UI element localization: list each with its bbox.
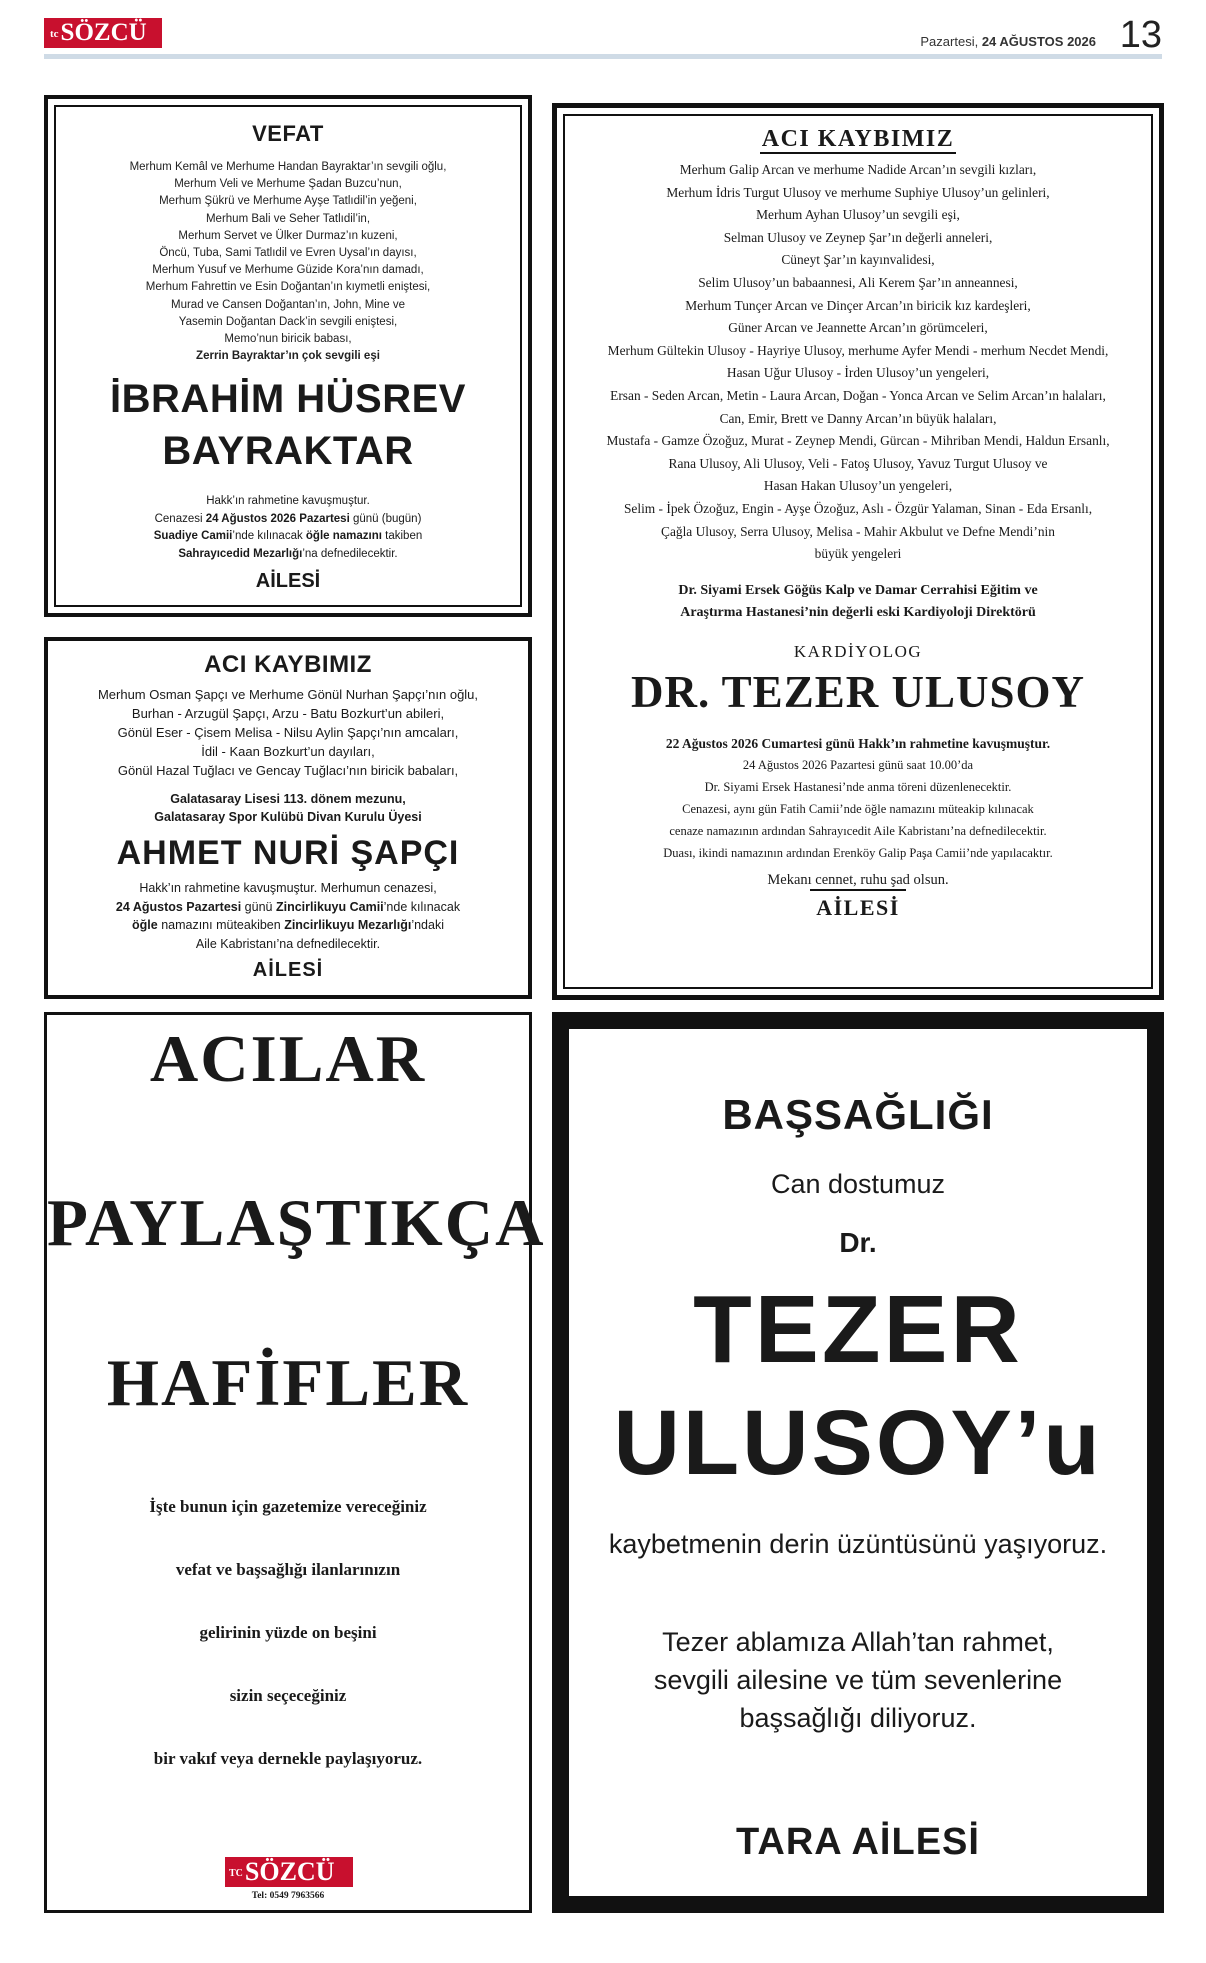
ad-title: ACI KAYBIMIZ (761, 126, 955, 152)
obituary-ulusoy (552, 103, 1164, 1000)
contact-phone: Tel: 0549 7963566 (251, 1891, 325, 1901)
funeral-info: Hakk’ın rahmetine kavuşmuştur. Merhumun cenazesi, 24 Ağustos Pazartesi günü Zincirlikuyu Camii’nde kılınacak öğle namazını müteakiben Zincirlikuyu Mezarlığı’ndaki Aile Kabristanı’na defnedilecektir. (115, 881, 461, 951)
notice-line: bir vakıf veya dernekle paylaşıyoruz. (153, 1749, 423, 1768)
headline-line-3: HAFİFLER (106, 1346, 470, 1420)
deceased-last-name: ULUSOY’u (613, 1392, 1103, 1494)
ad-signature: AİLESİ (565, 895, 1151, 921)
ad-affiliation: Galatasaray Lisesi 113. dönem mezunu, Galatasaray Spor Kulübü Divan Kurulu Üyesi (154, 792, 422, 824)
newspaper-logo: tcSÖZCÜ (44, 18, 162, 48)
header-rule (44, 54, 1162, 59)
ad-affiliation: Dr. Siyami Ersek Göğüs Kalp ve Damar Cerrahisi Eğitim ve Araştırma Hastanesi’nin değerli eski Kardiyoloji Direktörü (678, 582, 1038, 620)
obituary-sapci (44, 637, 532, 999)
sozcu-charity-notice (44, 1012, 546, 1913)
issue-date: Pazartesi, 24 AĞUSTOS 2026 (920, 34, 1096, 49)
funeral-info: 24 Ağustos 2026 Pazartesi günü saat 10.00’da Dr. Siyami Ersek Hastanesi’nde anma töreni düzenlenecektir. Cenazesi, aynı gün Fatih Camii’nde öğle namazını müteakip kılınacak cenaze namazının ardından Sahrayıcedit Aile Kabristanı’na defnedilecektir. Duası, ikindi namazının ardından Erenköy Galip Paşa Camii’nde yapılacaktır. (663, 757, 1053, 860)
notice-line: vefat ve başsağlığı ilanlarınızın (175, 1560, 401, 1579)
ad-signature: AİLESİ (252, 959, 324, 981)
sozcu-logo: TCSÖZCÜ (225, 1857, 353, 1887)
ad-relatives: Merhum Osman Şapçı ve Merhume Gönül Nurhan Şapçı’nın oğlu, Burhan - Arzugül Şapçı, Arzu - Batu Bozkurt’un abileri, Gönül Eser - Çisem Melisa - Nilsu Aylin Şapçı’nın amcaları, İdil - Kaan Bozkurt’un dayıları, Gönül Hazal Tuğlacı ve Gencay Tuğlacı’nın biricik babaları, (97, 687, 479, 778)
ad-title: ACI KAYBIMIZ (204, 651, 372, 678)
page-number: 13 (1119, 14, 1162, 56)
obituary-bayraktar (44, 95, 532, 617)
headline-line-1: ACILAR (149, 1022, 427, 1096)
funeral-info: Hakk’ın rahmetine kavuşmuştur. Cenazesi 24 Ağustos 2026 Pazartesi günü (bugün) Suadiye Camii’nde kılınacak öğle namazını takiben Sahrayıcedid Mezarlığı’na defnedilecektir. (153, 495, 423, 560)
ad-subtitle: Can dostumuz (770, 1169, 946, 1199)
notice-line: İşte bunun için gazetemize vereceğiniz (149, 1497, 427, 1516)
ad-signature: AİLESİ (255, 570, 321, 592)
death-date: 22 Ağustos 2026 Cumartesi günü Hakk’ın rahmetine kavuşmuştur. (665, 735, 1051, 751)
deceased-title: KARDİYOLOG (793, 641, 923, 661)
ad-title: BAŞSAĞLIĞI (722, 1091, 994, 1138)
deceased-name: İBRAHİM HÜSREV BAYRAKTAR (110, 377, 466, 474)
ad-signature: TARA AİLESİ (736, 1821, 980, 1863)
notice-line: gelirinin yüzde on beşini (199, 1623, 377, 1642)
deceased-first-name: TEZER (693, 1276, 1023, 1383)
notice-line: sizin seçeceğiniz (229, 1686, 347, 1705)
deceased-name: AHMET NURİ ŞAPÇI (116, 834, 460, 872)
deceased-name: DR. TEZER ULUSOY (630, 666, 1086, 717)
ad-relatives: Merhum Galip Arcan ve merhume Nadide Arcan’ın sevgili kızları, Merhum İdris Turgut Ulusoy ve merhume Suphiye Ulusoy’un gelinleri, Merhum Ayhan Ulusoy’un sevgili eşi, Selman Ulusoy ve Zeynep Şar’ın değerli anneleri, Cüneyt Şar’ın kayınvalidesi, Selim Ulusoy’un babaannesi, Ali Kerem Şar’ın anneannesi, Merhum Tunçer Arcan ve Dinçer Arcan’ın biricik kız kardeşleri, Güner Arcan ve Jeannette Arcan’ın görümceleri, Merhum Gültekin Ulusoy - Hayriye Ulusoy, merhume Ayfer Mendi - merhum Necdet Mendi, Hasan Uğur Ulusoy - İrden Ulusoy’un yengeleri, Ersan - Seden Arcan, Metin - Laura Arcan, Doğan - Yonca Arcan ve Selim Arcan’ın halaları, Can, Emir, Brett ve Danny Arcan’ın büyük halaları, Mustafa - Gamze Özoğuz, Murat - Zeynep Mendi, Gürcan - Mihriban Mendi, Haldun Ersanlı, Rana Ulusoy, Ali Ulusoy, Veli - Fatoş Ulusoy, Yavuz Turgut Ulusoy ve Hasan Hakan Ulusoy’un yengeleri, Selim - İpek Özoğuz, Engin - Ayşe Özoğuz, Aslı - Özgür Yalaman, Sinan - Eda Ersanlı, Çağla Ulusoy, Serra Ulusoy, Melisa - Mahir Akbulut ve Defne Mendi’nin büyük yengeleri (606, 162, 1110, 562)
ad-relatives: Merhum Kemâl ve Merhume Handan Bayraktar’ın sevgili oğlu, Merhum Veli ve Merhume Şadan Buzcu’nun, Merhum Şükrü ve Merhume Ayşe Tatlıdil’in yeğeni, Merhum Bali ve Seher Tatlıdil’in, Merhum Servet ve Ülker Durmaz’ın kuzeni, Öncü, Tuba, Sami Tatlıdil ve Evren Uysal’ın dayısı, Merhum Yusuf ve Merhume Güzide Kora’nın damadı, Merhum Fahrettin ve Esin Doğantan’ın kıymetli enіştesi, Murad ve Cansen Doğantan’ın, John, Mine ve Yasemin Doğantan Dack’in sevgili eniştesi, Memo’nun biricik babası, Zerrin Bayraktar’ın çok sevgili eşi (129, 161, 447, 363)
condolence-tara (552, 1012, 1164, 1913)
condolence-message: kaybetmenin derin üzüntüsünü yaşıyoruz. (608, 1529, 1108, 1559)
headline-line-2: PAYLAŞTIKÇA (47, 1186, 546, 1260)
ad-title: VEFAT (252, 121, 324, 146)
prayer-line: Mekanı cennet, ruhu şad olsun. (767, 871, 949, 888)
honorific: Dr. (839, 1227, 877, 1258)
condolence-wish: Tezer ablamıza Allah’tan rahmet, sevgili ailesine ve tüm sevenlerine başsağlığı diliyoruz. (653, 1627, 1063, 1733)
